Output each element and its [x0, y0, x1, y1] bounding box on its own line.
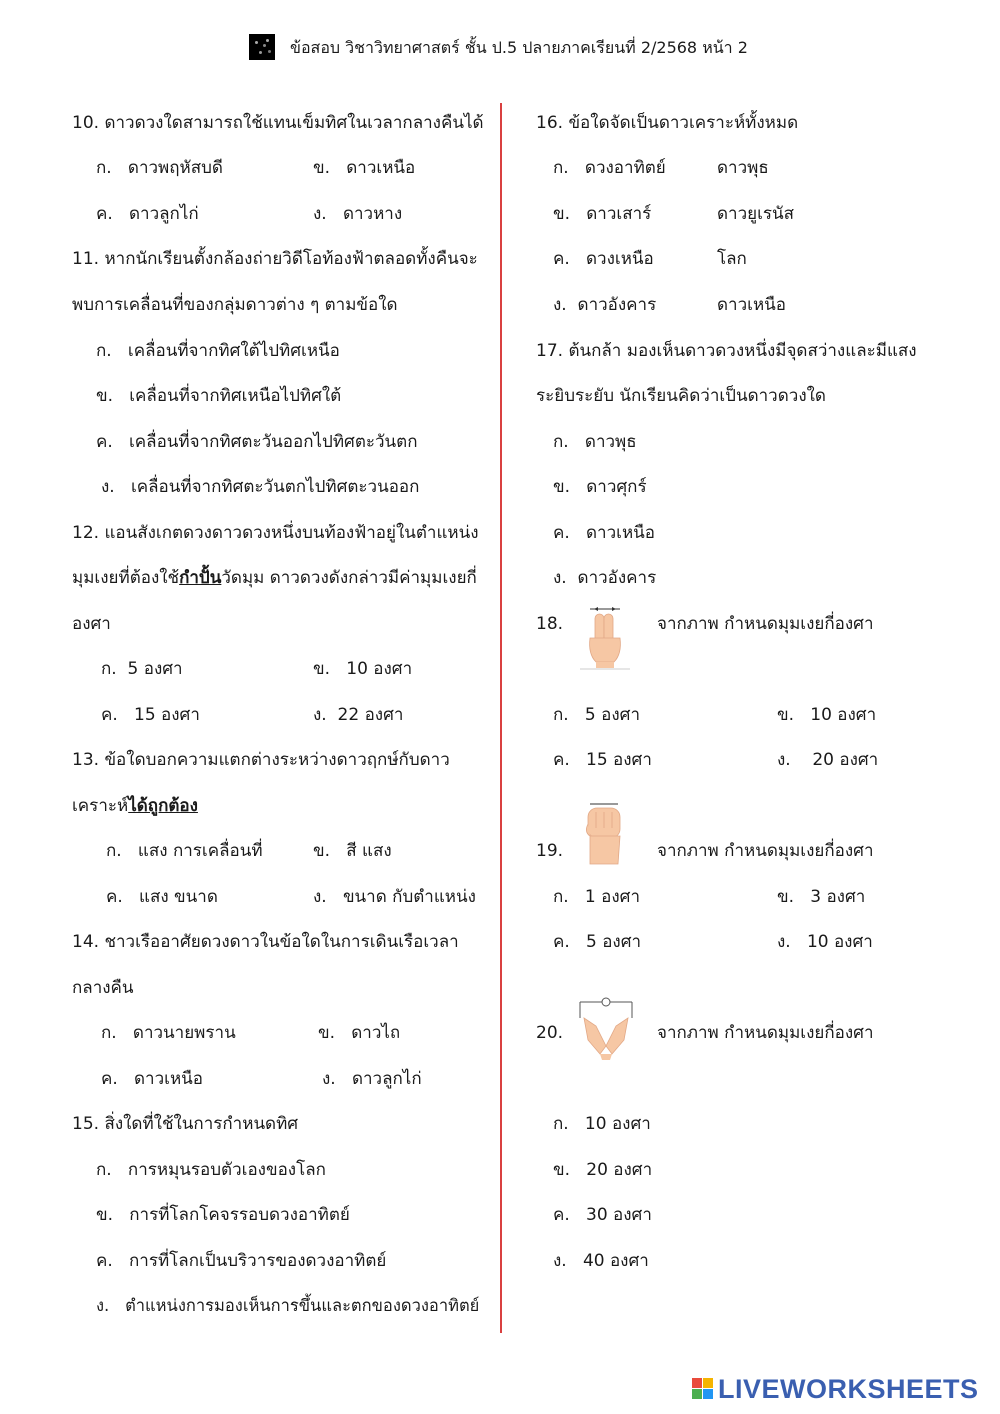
- q14-option-b[interactable]: ข. ดาวไถ: [318, 1023, 401, 1043]
- question-12-line-2: มุมเงยที่ต้องใช้กำปั้นวัดมุม ดาวดวงดังกล่าวมีค่ามุมเงยกี่: [72, 568, 477, 588]
- q15-option-d[interactable]: ง. ตำแหน่งการมองเห็นการขึ้นและตกของดวงอาทิตย์: [96, 1296, 480, 1315]
- q19-option-d[interactable]: ง. 10 องศา: [777, 932, 873, 952]
- q16-option-a-second: ดาวพุธ: [717, 158, 769, 178]
- emphasis-fist: กำปั้น: [179, 568, 222, 588]
- q12-option-d[interactable]: ง. 22 องศา: [313, 705, 404, 725]
- q16-option-d[interactable]: ง. ดาวอังคาร: [553, 295, 657, 315]
- q10-option-b[interactable]: ข. ดาวเหนือ: [313, 158, 416, 178]
- q14-option-c[interactable]: ค. ดาวเหนือ: [101, 1069, 203, 1089]
- fist-hand-icon: [582, 802, 626, 868]
- q10-option-c[interactable]: ค. ดาวลูกไก่: [96, 204, 199, 224]
- q19-option-c[interactable]: ค. 5 องศา: [553, 932, 642, 952]
- q16-option-b-second: ดาวยูเรนัส: [717, 204, 795, 224]
- question-18-number: 18.: [536, 614, 564, 634]
- question-18-text: จากภาพ กำหนดมุมเงยกี่องศา: [657, 614, 874, 634]
- q20-option-a[interactable]: ก. 10 องศา: [553, 1114, 651, 1134]
- q20-option-c[interactable]: ค. 30 องศา: [553, 1205, 652, 1225]
- question-11-line-1: 11. หากนักเรียนตั้งกล้องถ่ายวิดีโอท้องฟ้าตลอดทั้งคืนจะ: [72, 249, 478, 269]
- q18-option-d[interactable]: ง. 20 องศา: [777, 750, 879, 770]
- q12-option-b[interactable]: ข. 10 องศา: [313, 659, 413, 679]
- q11-option-b[interactable]: ข. เคลื่อนที่จากทิศเหนือไปทิศใต้: [96, 386, 342, 406]
- q17-option-b[interactable]: ข. ดาวศุกร์: [553, 477, 647, 497]
- q19-option-a[interactable]: ก. 1 องศา: [553, 887, 640, 907]
- question-20-number: 20.: [536, 1023, 564, 1043]
- q17-option-c[interactable]: ค. ดาวเหนือ: [553, 523, 655, 543]
- q16-option-a[interactable]: ก. ดวงอาทิตย์: [553, 158, 666, 178]
- question-14-line-1: 14. ชาวเรืออาศัยดวงดาวในข้อใดในการเดินเรือเวลา: [72, 932, 459, 952]
- question-20-text: จากภาพ กำหนดมุมเงยกี่องศา: [657, 1023, 874, 1043]
- question-17-line-2: ระยิบระยับ นักเรียนคิดว่าเป็นดาวดวงใด: [536, 386, 826, 406]
- question-10: 10. ดาวดวงใดสามารถใช้แทนเข็มทิศในเวลากลางคืนได้: [72, 113, 484, 133]
- q18-option-a[interactable]: ก. 5 องศา: [553, 705, 640, 725]
- q10-option-d[interactable]: ง. ดาวหาง: [313, 204, 403, 224]
- q15-option-c[interactable]: ค. การที่โลกเป็นบริวารของดวงอาทิตย์: [96, 1251, 387, 1271]
- q15-option-a[interactable]: ก. การหมุนรอบตัวเองของโลก: [96, 1160, 326, 1180]
- question-16: 16. ข้อใดจัดเป็นดาวเคราะห์ทั้งหมด: [536, 113, 799, 133]
- q20-option-b[interactable]: ข. 20 องศา: [553, 1160, 653, 1180]
- q15-option-b[interactable]: ข. การที่โลกโคจรรอบดวงอาทิตย์: [96, 1205, 350, 1225]
- spread-hands-icon: [576, 996, 636, 1062]
- school-logo-icon: [249, 34, 275, 60]
- q12-option-c[interactable]: ค. 15 องศา: [101, 705, 200, 725]
- column-divider: [500, 103, 502, 1333]
- q16-option-c-second: โลก: [717, 249, 747, 269]
- question-12-line-1: 12. แอนสังเกตดวงดาวดวงหนึ่งบนท้องฟ้าอยู่ในตำแหน่ง: [72, 523, 479, 543]
- question-13-line-1: 13. ข้อใดบอกความแตกต่างระหว่างดาวฤกษ์กับดาว: [72, 750, 450, 770]
- q16-option-b[interactable]: ข. ดาวเสาร์: [553, 204, 652, 224]
- q19-option-b[interactable]: ข. 3 องศา: [777, 887, 866, 907]
- q11-option-d[interactable]: ง. เคลื่อนที่จากทิศตะวันตกไปทิศตะวนออก: [101, 477, 420, 497]
- q14-option-d[interactable]: ง. ดาวลูกไก่: [322, 1069, 422, 1089]
- liveworksheets-cube-icon: [692, 1378, 714, 1400]
- q16-option-c[interactable]: ค. ดวงเหนือ: [553, 249, 654, 269]
- liveworksheets-logo[interactable]: [692, 1374, 992, 1404]
- page-header: [0, 34, 1000, 58]
- q16-option-d-second: ดาวเหนือ: [717, 295, 786, 315]
- question-11-line-2: พบการเคลื่อนที่ของกลุ่มดาวต่าง ๆ ตามข้อใด: [72, 295, 398, 315]
- q14-option-a[interactable]: ก. ดาวนายพราน: [101, 1023, 236, 1043]
- question-17-line-1: 17. ต้นกล้า มองเห็นดาวดวงหนึ่งมีจุดสว่างและมีแสง: [536, 341, 917, 361]
- q17-option-d[interactable]: ง. ดาวอังคาร: [553, 568, 657, 588]
- two-fingers-hand-icon: [580, 604, 630, 670]
- q13-option-b[interactable]: ข. สี แสง: [313, 841, 392, 861]
- question-19-text: จากภาพ กำหนดมุมเงยกี่องศา: [657, 841, 874, 861]
- q17-option-a[interactable]: ก. ดาวพุธ: [553, 432, 637, 452]
- q13-option-d[interactable]: ง. ขนาด กับตำแหน่ง: [313, 887, 476, 907]
- question-19-number: 19.: [536, 841, 564, 861]
- q18-option-b[interactable]: ข. 10 องศา: [777, 705, 877, 725]
- q13-option-c[interactable]: ค. แสง ขนาด: [106, 887, 218, 907]
- page-title: ข้อสอบ วิชาวิทยาศาสตร์ ชั้น ป.5 ปลายภาคเรียนที่ 2/2568 หน้า 2: [290, 38, 748, 57]
- question-15: 15. สิ่งใดที่ใช้ในการกำหนดทิศ: [72, 1114, 299, 1134]
- question-14-line-2: กลางคืน: [72, 978, 134, 998]
- liveworksheets-wordmark: LIVEWORKSHEETS: [718, 1374, 979, 1404]
- question-13-line-2: เคราะห์ได้ถูกต้อง: [72, 796, 198, 816]
- emphasis-correct: ได้ถูกต้อง: [128, 796, 198, 816]
- q10-option-a[interactable]: ก. ดาวพฤหัสบดี: [96, 158, 223, 178]
- q12-option-a[interactable]: ก. 5 องศา: [101, 659, 183, 679]
- q13-option-a[interactable]: ก. แสง การเคลื่อนที่: [106, 841, 263, 861]
- question-12-line-3: องศา: [72, 614, 111, 634]
- q11-option-a[interactable]: ก. เคลื่อนที่จากทิศใต้ไปทิศเหนือ: [96, 341, 340, 361]
- q20-option-d[interactable]: ง. 40 องศา: [553, 1251, 649, 1271]
- q11-option-c[interactable]: ค. เคลื่อนที่จากทิศตะวันออกไปทิศตะวันตก: [96, 432, 418, 452]
- q18-option-c[interactable]: ค. 15 องศา: [553, 750, 652, 770]
